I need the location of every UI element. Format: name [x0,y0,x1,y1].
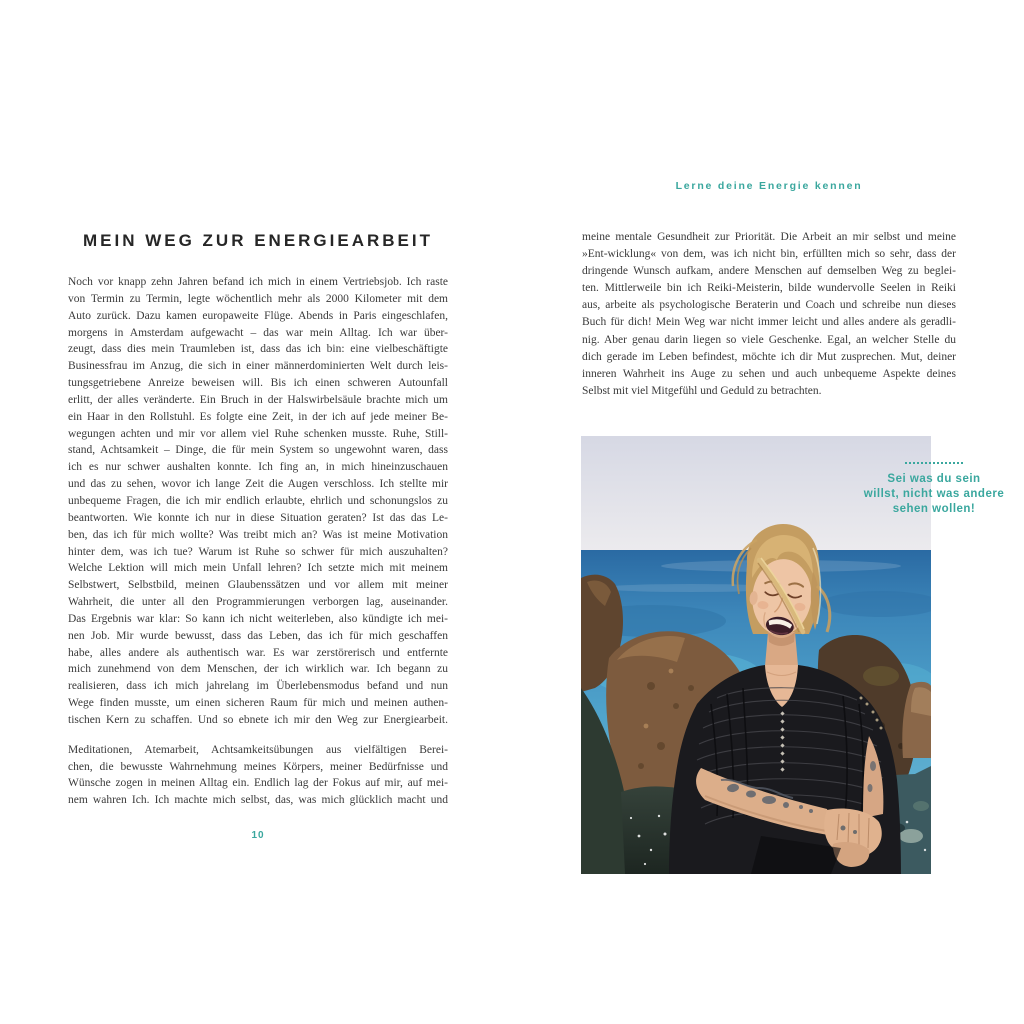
text-line: mich zunehmend von dem Menschen, der ich wirklich war. Ich begann zu [68,663,448,676]
text-line: nen Job. Mir wurde bewusst, dass das Leben, das ich für mich geschaffen [68,629,448,642]
right-text-column [582,229,956,400]
running-header: Lerne deine Energie kennen [675,180,863,192]
text-line: Welche Lektion will mich mein Unfall lehren? Ich setzte mich mit meinem [68,562,448,575]
paragraph-2 [68,742,448,809]
text-line: nig. Aber genau darin liegen so viele Geschenke. Egal, an welcher Stelle du [582,333,956,346]
margin-quote [852,462,1016,518]
text-line: chen, die bewusste Wahrnehmung meines Körpers, meiner Bedürfnisse und [68,760,448,773]
text-line: »Ent-wicklung« von dem, was ich nicht bin, erfüllten mich so sehr, dass der [582,248,956,261]
text-line: zeugt, dass dies mein Traumleben ist, dass das ich bin: eine vielbeschäftigte [68,343,448,356]
text-line: meine mentale Gesundheit zur Priorität. Die Arbeit an mir selbst und meine [582,231,956,243]
text-line: Auto zurück. Dazu kamen europaweite Flüge. Abends in Paris eingeschlafen, [68,309,448,322]
text-line: Selbst mit viel Mitgefühl und Geduld zu betrachten. [582,384,822,397]
text-line: habe, alles andere als authentisch war. Es war zerstörerisch und entfernte [68,646,448,659]
text-line: und das zu sehen, wovor ich lange Zeit die Augen verschloss. Ich stellte mir [68,478,448,491]
text-line: Sei was du sein [887,473,981,485]
text-line: Buch für dich! Mein Weg war nicht immer leicht und alles andere als geradli- [582,316,956,329]
text-line: erlitt, der alles veränderte. Ein Bruch in der Halswirbelsäule brachte mich um [68,393,448,406]
text-line: Wahrheit, die unter all den Programmierungen verborgen lag, auseinander. [68,596,448,609]
text-line: Businessfrau im Anzug, die sich in einer männerdominierten Welt durch leis- [68,360,448,373]
text-line: dich gerade im Leben befindest, möchte ich dir Mut zusprechen. Mut, deiner [582,350,956,363]
text-line: nem wahren Ich. Ich machte mich selbst, das, was mich glücklich macht und [68,794,448,807]
text-line: Das Ergebnis war klar: So kann ich nicht weiterleben, also kündigte ich mei- [68,612,448,625]
text-line: von Termin zu Termin, legte wöchentlich mehr als 2000 Kilometer mit dem [68,292,448,305]
chapter-heading: MEIN WEG ZUR ENERGIEARBEIT [82,231,433,250]
text-line: hinter dem, was ich tue? Warum ist Ruhe so schwer für mich auszuhalten? [68,545,448,558]
text-line: tischen Kern zu schaffen. Und so ebnete ich mir den Weg zur Energiearbeit. [68,713,448,726]
left-text-column [68,274,448,809]
quote-text [852,472,1016,518]
text-line: stand, Achtsamkeit – Dinge, die für mein System so ungewohnt waren, dass [68,444,448,457]
text-line: Noch vor knapp zehn Jahren befand ich mich in einem Vertriebsjob. Ich raste [68,276,448,288]
text-line: tungsgetriebene Anreize beweisen will. Bis ich einen schweren Autounfall [68,377,448,390]
text-line: beantworten. Wie konnte ich nur in diese Situation geraten? Ist das das Le- [68,511,448,524]
text-line: Selbstwert, Selbstbild, meinen Glaubenssätzen und vor allem mit meiner [68,579,448,592]
text-line: ben, das ich für mich wollte? Was treibt mich an? Was ist meine Motivation [68,528,448,541]
text-line: unbequeme Fragen, die ich mir endlich erlaubte, ehrlich und schonungslos zu [68,494,448,507]
dotted-divider [905,462,963,464]
text-line: Wege finden musste, um einen sicheren Raum für mich und meinen authen- [68,697,448,710]
text-line: inneren Wahrheit ins Auge zu sehen und auch unbequeme Aspekte deines [582,367,956,380]
text-line: Meditationen, Atemarbeit, Achtsamkeitsübungen aus vielfältigen Berei- [68,743,448,756]
text-line: realisieren, dass ich mich jahrelang im Überlebensmodus befand und nun [68,680,448,693]
text-line: ten. Mittlerweile bin ich Reiki-Meisterin, bilde wundervolle Seelen in Reiki [582,282,956,295]
text-line: willst, nicht was andere [863,488,1005,501]
text-line: dringende Wunsch aufkam, andere Menschen auf demselben Weg zu beglei- [582,265,956,278]
text-line: ein Haar in den Rollstuhl. Es folgte eine Zeit, in der ich auf jede meiner Be- [68,410,448,423]
text-line: wegungen achten und mir vor allem viel Ruhe schenken musste. Ruhe, Still- [68,427,448,440]
text-line: morgens in Amsterdam aufgewacht – das war mein Alltag. Ich war über- [68,326,448,339]
text-line: ich es nur schwer aushalten konnte. Ich fing an, in mich hineinzuschauen [68,461,448,474]
text-line: Wünsche zogen in meinen Alltag ein. Endlich lag der Fokus auf mir, auf mei- [68,777,448,790]
text-line: aus, arbeite als psychologische Beraterin und Coach und schreibe nun dieses [582,299,956,312]
paragraph-1 [68,274,448,729]
text-line: sehen wollen! [892,503,976,516]
page-number: 10 [251,830,265,841]
